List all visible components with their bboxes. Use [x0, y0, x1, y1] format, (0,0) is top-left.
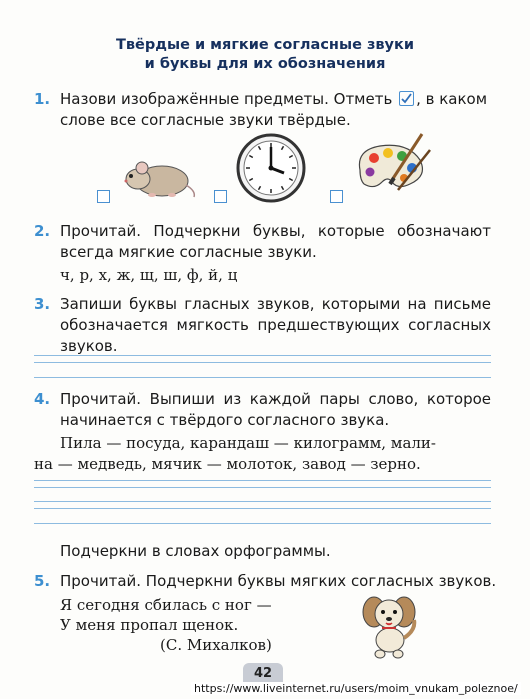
writing-line[interactable]: [34, 523, 491, 524]
page-subtitle: и буквы для их обозначения: [144, 56, 386, 72]
puppy-illustration: [352, 590, 424, 662]
checkbox-palette[interactable]: [330, 190, 343, 203]
task-4-note: Подчеркни в словах орфограммы.: [60, 542, 331, 560]
task-3-instruction-line2: обозначается мягкость предшествующих согласных: [60, 316, 491, 334]
task-3-instruction-line3: звуков.: [60, 337, 118, 355]
task-1-number: 1.: [34, 90, 51, 108]
writing-line[interactable]: [34, 355, 491, 356]
task-2-instruction-line1: Прочитай. Подчеркни буквы, которые обозначают: [60, 222, 491, 240]
task-5-poem-line1: Я сегодня сбилась с ног —: [60, 596, 272, 614]
task-3-number: 3.: [34, 295, 51, 313]
task-2-letters: ч, р, х, ж, щ, ш, ф, й, ц: [60, 266, 238, 284]
task-4-instruction-line2: начинается с твёрдого согласного звука.: [60, 411, 390, 429]
writing-line[interactable]: [34, 480, 491, 481]
task-1-instruction-line1: [60, 90, 487, 108]
writing-line[interactable]: [34, 487, 491, 488]
task-2-instruction-line2: всегда мягкие согласные звуки.: [60, 243, 317, 261]
writing-line[interactable]: [34, 377, 491, 378]
task-3-instruction-line1: Запиши буквы гласных звуков, которыми на письме: [60, 295, 491, 313]
task-1-text-after: , в каком: [416, 90, 488, 108]
watermark-url: https://www.liveinternet.ru/users/moim_vnukam_poleznoe/: [191, 682, 521, 695]
task-1-instruction-line2: слове все согласные звуки твёрдые.: [60, 111, 351, 129]
task-2-number: 2.: [34, 222, 51, 240]
task-4-number: 4.: [34, 390, 51, 408]
page-title: Твёрдые и мягкие согласные звуки: [115, 37, 414, 53]
task-5-poem-line2: У меня пропал щенок.: [60, 616, 239, 634]
page-number: 42: [243, 663, 283, 685]
task-4-words-line1: Пила — посуда, карандаш — килограмм, мали-: [60, 434, 436, 452]
writing-line[interactable]: [34, 508, 491, 509]
task-5-author: (С. Михалков): [160, 636, 272, 654]
checkmark-icon: [399, 91, 414, 106]
mouse-illustration: [118, 155, 198, 200]
writing-line[interactable]: [34, 501, 491, 502]
task-5-instruction: Прочитай. Подчеркни буквы мягких согласных звуков.: [60, 572, 497, 590]
checkbox-mouse[interactable]: [97, 190, 110, 203]
writing-line[interactable]: [34, 362, 491, 363]
palette-illustration: [352, 130, 436, 202]
task-4-words-line2: на — медведь, мячик — молоток, завод — зерно.: [34, 455, 421, 473]
task-1-text-before: Назови изображённые предметы. Отметь: [60, 90, 393, 108]
checkbox-clock[interactable]: [214, 190, 227, 203]
clock-illustration: [236, 133, 306, 203]
task-5-number: 5.: [34, 572, 51, 590]
task-4-instruction-line1: Прочитай. Выпиши из каждой пары слово, которое: [60, 390, 491, 408]
